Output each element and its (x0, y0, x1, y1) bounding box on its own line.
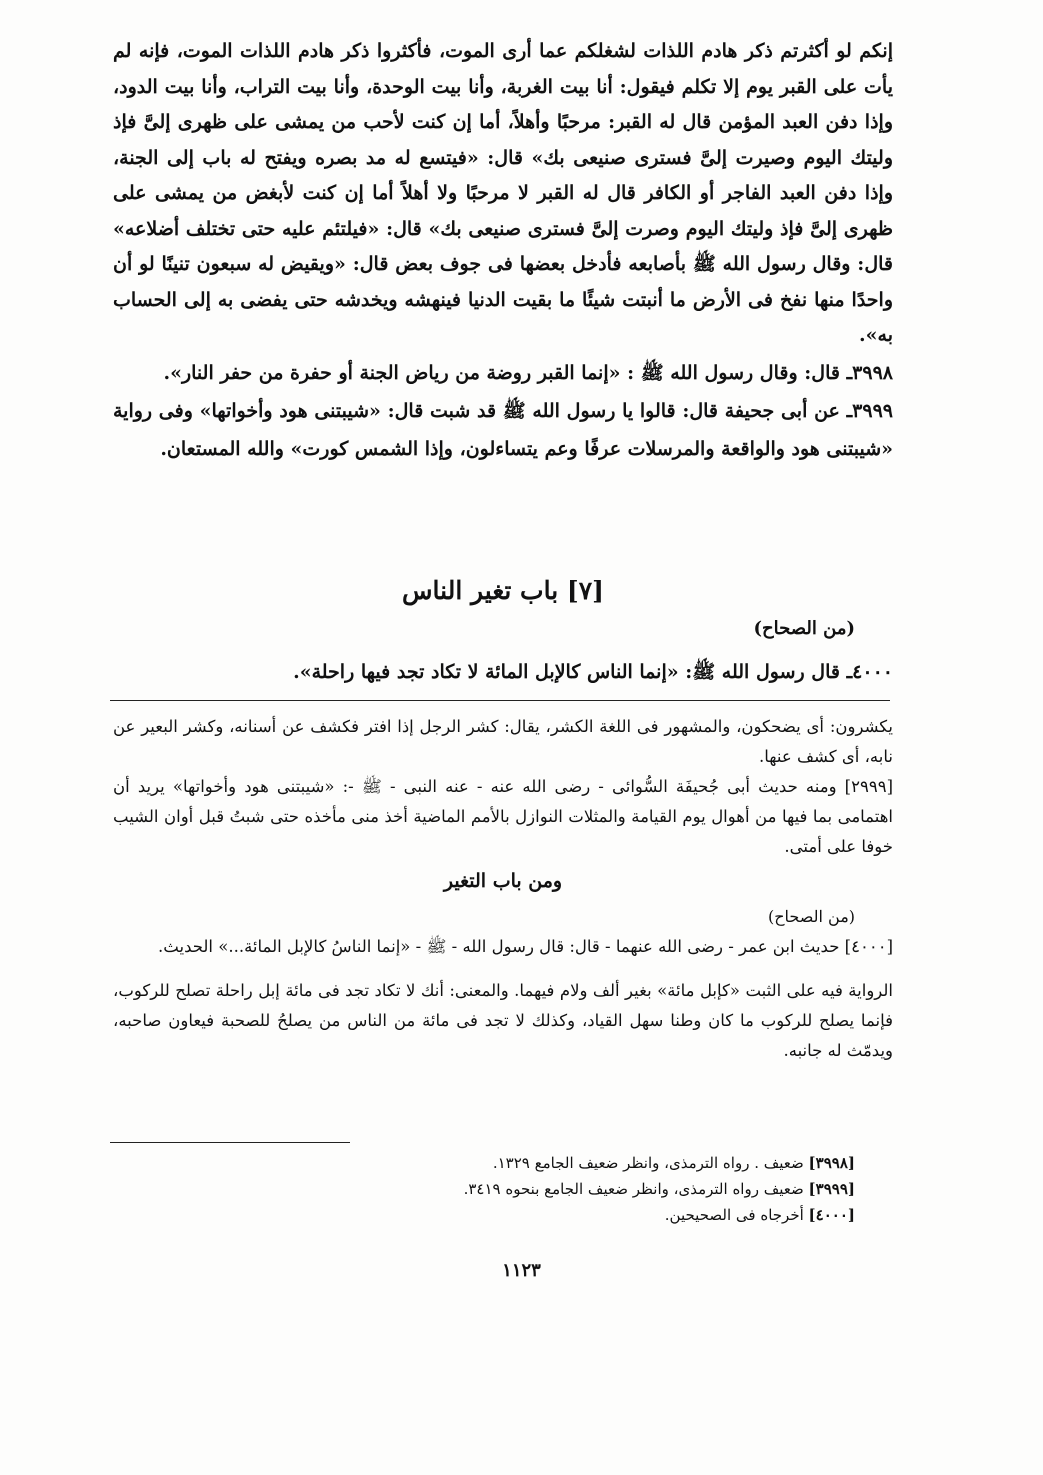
commentary-paragraph: الرواية فيه على الثبت «كإبل مائة» بغير ألف ولام فيهما. والمعنى: أنك لا تكاد تجد فى مائة إبل راحلة تصلح للركوب، فإنما يصلح للركوب ما كان وطنا سهل القياد، وكذلك لا تجد فى مائة من الناس من يصلحُ للصحبة فيعاون صاحبه، ويدمّث له جانبه. (113, 981, 893, 1060)
hadith-text: قال: وقال رسول الله ﷺ : «إنما القبر روضة من رياض الجنة أو حفرة من حفر النار». (163, 361, 840, 384)
commentary-subheading: ومن باب التغير (443, 870, 563, 892)
commentary-paragraph: [٤٠٠٠] حديث ابن عمر - رضى الله عنهما - قال: قال رسول الله - ﷺ - «إنما الناسُ كالإبل المائة...» الحديث. (158, 937, 893, 956)
hadith-text: عن أبى جحيفة قال: قالوا يا رسول الله ﷺ قد شبت قال: «شيبتنى هود وأخواتها» وفى رواية «شيبتنى هود والواقعة والمرسلات عرفًا وعم يتساءلون، وإذا الشمس كورت» والله المستعان. (113, 399, 893, 460)
footnote (155, 1176, 855, 1202)
footnote-number: [٤٠٠٠] (808, 1206, 855, 1224)
footnote-text: أخرجاه فى الصحيحين. (664, 1206, 804, 1224)
commentary-paragraph: يكشرون: أى يضحكون، والمشهور فى اللغة الكشر، يقال: كشر الرجل إذا افتر فكشف عن أسنانه، وكشر البعير عن نابه، أى كشف عنها. (113, 717, 893, 766)
source-label: (من الصحاح) (753, 618, 855, 639)
hadith-4000 (113, 660, 893, 688)
hadith-number: ٣٩٩٩ـ (846, 399, 893, 422)
hadith-continuation: إنكم لو أكثرتم ذكر هادم اللذات لشغلكم عما أرى الموت، فأكثروا ذكر هادم اللذات الموت، فإنه لم يأت على القبر يوم إلا تكلم فيقول: أنا بيت الغربة، وأنا بيت الوحدة، وأنا بيت التراب، وأنا بيت الدود، وإذا دفن العبد المؤمن قال له القبر: مرحبًا وأهلاً، أما إن كنت لأحب من يمشى على ظهرى إلىَّ فإذ وليتك اليوم وصيرت إلىَّ فسترى صنيعى بك» قال: «فيتسع له مد بصره ويفتح له باب إلى الجنة، وإذا دفن العبد الفاجر أو الكافر قال له القبر لا مرحبًا ولا أهلاً أما إن كنت لأبغض من يمشى على ظهرى إلىَّ فإذ وليتك اليوم وصرت إلىَّ فسترى صنيعى بك» قال: «فيلتئم عليه حتى تختلف أضلاعه» قال: وقال رسول الله ﷺ بأصابعه فأدخل بعضها فى جوف بعض قال: «ويقيض له سبعون تنينًا لو أن واحدًا منها نفخ فى الأرض ما أنبتت شيئًا ما بقيت الدنيا فينهشه ويخدشه حتى يفضى به إلى الحساب به». (113, 40, 893, 346)
commentary-block (113, 712, 893, 1066)
chapter-title: [٧] باب تغير الناس (402, 576, 604, 605)
footnote-text: ضعيف رواه الترمذى، وانظر ضعيف الجامع بنحوه ٣٤١٩. (463, 1180, 804, 1198)
footnote-number: [٣٩٩٩] (808, 1180, 855, 1198)
commentary-source-label: (من الصحاح) (767, 907, 855, 926)
footnote-number: [٣٩٩٨] (808, 1154, 855, 1172)
section-divider (110, 700, 890, 701)
hadith-number: ٣٩٩٨ـ (846, 361, 893, 384)
hadith-number: ٤٠٠٠ـ (846, 661, 893, 683)
footnote-divider (110, 1142, 350, 1143)
commentary-paragraph: [٢٩٩٩] ومنه حديث أبى جُحيفَة السُّوائى - رضى الله عنه - عنه النبى - ﷺ -: «شيبتنى هود وأخواتها» يريد أن اهتمامى بما فيها من أهوال يوم القيامة والمثلات النوازل بالأمم الماضية أخذ منى مأخذه حتى شبتُ قبل أوان الشيب خوفا على أمتى. (113, 777, 893, 856)
footnote (155, 1150, 855, 1176)
hadith-text: قال رسول الله ﷺ: «إنما الناس كالإبل المائة لا تكاد تجد فيها راحلة». (293, 661, 840, 683)
hadith-3998 (113, 354, 893, 392)
footnote (155, 1202, 855, 1228)
page-number: ١١٢٣ (502, 1260, 541, 1281)
footnotes (155, 1150, 855, 1228)
hadith-3999 (113, 392, 893, 468)
footnote-text: ضعيف . رواه الترمذى، وانظر ضعيف الجامع ١٣٢٩. (492, 1154, 804, 1172)
main-text-block (113, 34, 893, 468)
